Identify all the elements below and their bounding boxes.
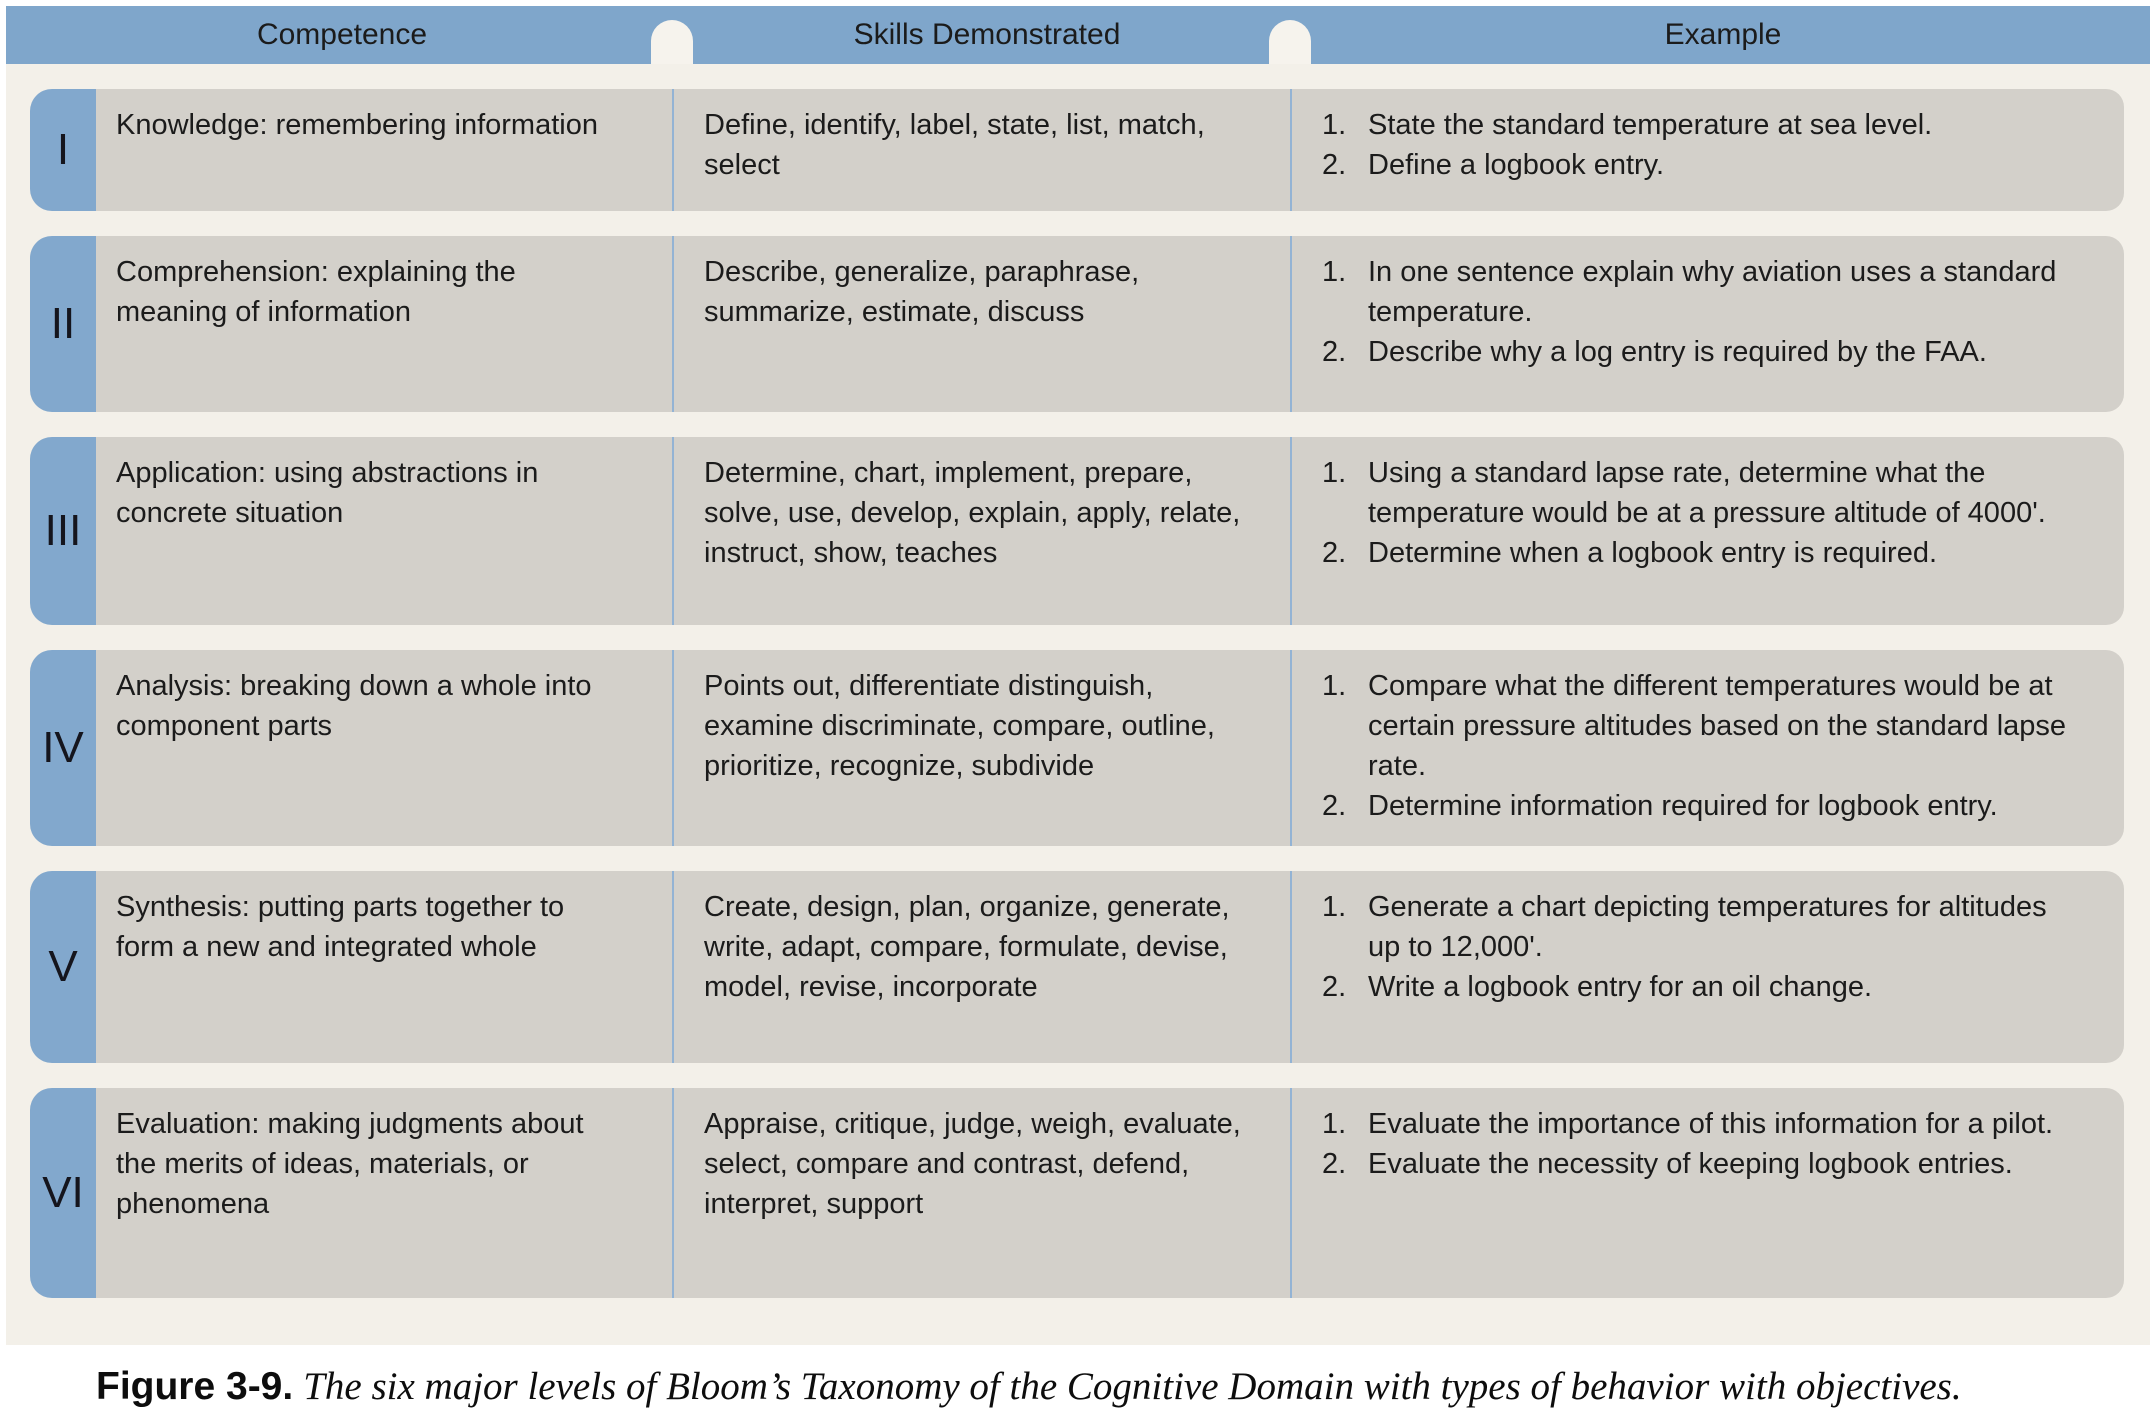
example-item xyxy=(1322,666,2070,786)
example-item-text: Using a standard lapse rate, determine what the temperature would be at a pressure altitude of 4000'. xyxy=(1368,457,2046,530)
level-numeral-tab: VI xyxy=(30,1088,96,1298)
table-body xyxy=(6,89,2150,1298)
example-cell xyxy=(1292,437,2124,625)
example-item-text: Determine when a logbook entry is required. xyxy=(1368,537,1938,570)
example-cell xyxy=(1292,650,2124,846)
example-item-text: Write a logbook entry for an oil change. xyxy=(1368,971,1873,1004)
skills-cell: Appraise, critique, judge, weigh, evaluate, select, compare and contrast, defend, interpret, support xyxy=(674,1088,1292,1298)
example-item xyxy=(1322,145,2070,185)
example-item-number: 2. xyxy=(1322,790,1347,823)
level-numeral-tab: II xyxy=(30,236,96,412)
example-item-number: 2. xyxy=(1322,1148,1347,1181)
example-item-number: 1. xyxy=(1322,891,1347,923)
level-numeral-tab: III xyxy=(30,437,96,625)
example-item-number: 1. xyxy=(1322,457,1347,489)
example-item-number: 2. xyxy=(1322,336,1347,369)
column-header-competence: Competence xyxy=(256,18,428,51)
level-numeral-tab: V xyxy=(30,871,96,1063)
example-item-text: Evaluate the importance of this information for a pilot. xyxy=(1368,1108,2054,1140)
table-row xyxy=(30,236,2124,412)
example-item-number: 2. xyxy=(1322,971,1347,1004)
example-item xyxy=(1322,332,2070,372)
competence-cell: Knowledge: remembering information xyxy=(96,89,674,211)
table-header-bar xyxy=(6,6,2150,64)
example-item-number: 1. xyxy=(1322,1108,1347,1140)
example-item-number: 1. xyxy=(1322,670,1347,702)
column-header-skills-demonstrated: Skills Demonstrated xyxy=(853,18,1121,51)
competence-cell: Application: using abstractions in concrete situation xyxy=(96,437,674,625)
example-item-number: 1. xyxy=(1322,256,1347,288)
competence-cell: Evaluation: making judgments about the merits of ideas, materials, or phenomena xyxy=(96,1088,674,1298)
example-item xyxy=(1322,967,2070,1007)
table-row xyxy=(30,650,2124,846)
example-item-text: Compare what the different temperatures would be at certain pressure altitudes based on the standard lapse rate. xyxy=(1368,670,2067,783)
skills-cell: Points out, differentiate distinguish, examine discriminate, compare, outline, prioritize, recognize, subdivide xyxy=(674,650,1292,846)
table-row xyxy=(30,1088,2124,1298)
example-item xyxy=(1322,887,2070,967)
example-cell xyxy=(1292,89,2124,211)
example-item-text: Evaluate the necessity of keeping logbook entries. xyxy=(1368,1148,2013,1181)
example-item-number: 2. xyxy=(1322,537,1347,570)
level-numeral-tab: I xyxy=(30,89,96,211)
example-item-number: 2. xyxy=(1322,149,1347,182)
example-item xyxy=(1322,252,2070,332)
example-item xyxy=(1322,1104,2070,1144)
table-row xyxy=(30,89,2124,211)
example-item xyxy=(1322,786,2070,826)
competence-cell: Analysis: breaking down a whole into component parts xyxy=(96,650,674,846)
header-notch-divider-icon xyxy=(651,20,693,64)
example-item-text: In one sentence explain why aviation uses a standard temperature. xyxy=(1368,256,2057,329)
example-item-text: Define a logbook entry. xyxy=(1368,149,1665,182)
example-item xyxy=(1322,533,2070,573)
example-item-number: 1. xyxy=(1322,109,1347,141)
skills-cell: Create, design, plan, organize, generate, write, adapt, compare, formulate, devise, model, revise, incorporate xyxy=(674,871,1292,1063)
skills-cell: Describe, generalize, paraphrase, summarize, estimate, discuss xyxy=(674,236,1292,412)
blooms-taxonomy-table xyxy=(6,6,2150,1345)
example-item-text: Generate a chart depicting temperatures for altitudes up to 12,000'. xyxy=(1368,891,2047,964)
example-item-text: Determine information required for logbook entry. xyxy=(1368,790,1998,823)
example-item-text: Describe why a log entry is required by the FAA. xyxy=(1368,336,1987,369)
header-notch-divider-icon xyxy=(1269,20,1311,64)
competence-cell: Comprehension: explaining the meaning of information xyxy=(96,236,674,412)
table-row xyxy=(30,871,2124,1063)
figure-caption xyxy=(96,1364,2126,1409)
figure-caption-text: The six major levels of Bloom’s Taxonomy of the Cognitive Domain with types of behavior with objectives. xyxy=(303,1365,1962,1408)
example-cell xyxy=(1292,871,2124,1063)
example-item xyxy=(1322,105,2070,145)
example-item-text: State the standard temperature at sea level. xyxy=(1368,109,1933,141)
column-header-example: Example xyxy=(1664,18,1782,51)
example-item xyxy=(1322,1144,2070,1184)
figure-caption-label: Figure 3-9. xyxy=(96,1365,294,1408)
skills-cell: Determine, chart, implement, prepare, solve, use, develop, explain, apply, relate, instruct, show, teaches xyxy=(674,437,1292,625)
example-item xyxy=(1322,453,2070,533)
example-cell xyxy=(1292,1088,2124,1298)
table-row xyxy=(30,437,2124,625)
competence-cell: Synthesis: putting parts together to form a new and integrated whole xyxy=(96,871,674,1063)
skills-cell: Define, identify, label, state, list, match, select xyxy=(674,89,1292,211)
example-cell xyxy=(1292,236,2124,412)
level-numeral-tab: IV xyxy=(30,650,96,846)
